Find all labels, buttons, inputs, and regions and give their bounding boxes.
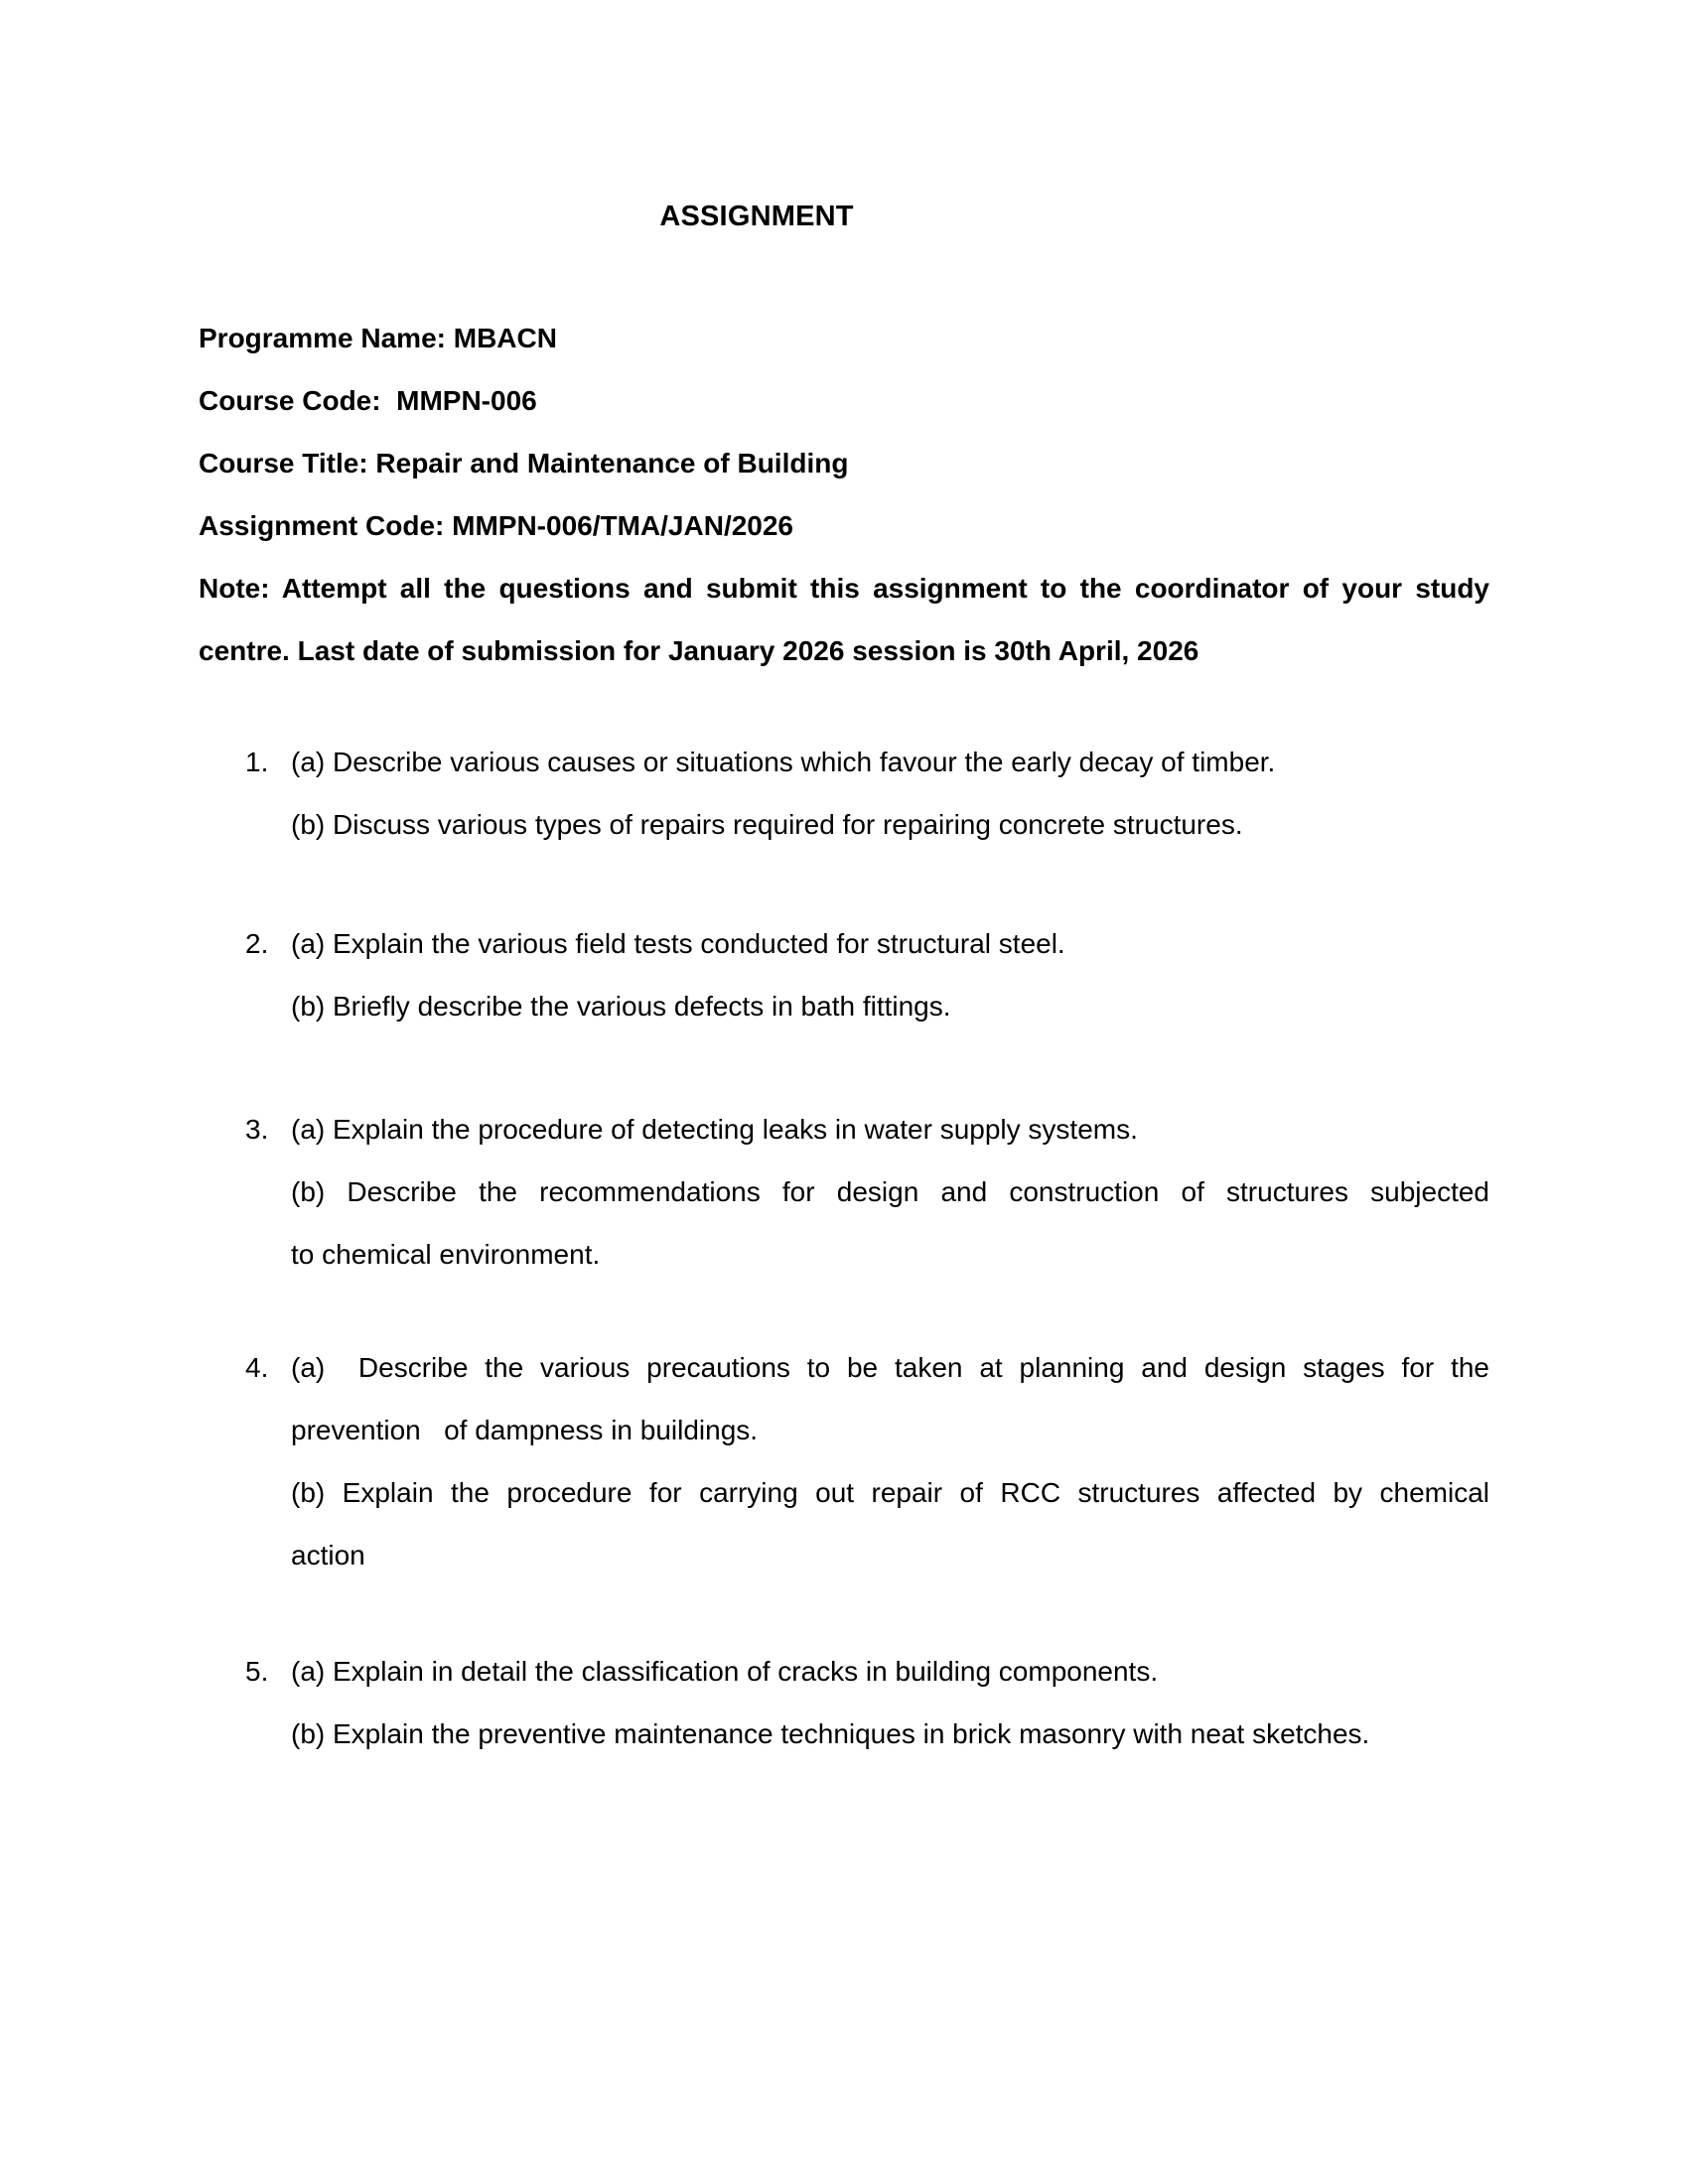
- question-4-number: 4.: [245, 1352, 269, 1383]
- assignment-code-line: Assignment Code: MMPN-006/TMA/JAN/2026: [199, 510, 794, 541]
- question-4-line-b-continued: action: [291, 1540, 365, 1570]
- question-4: [199, 1336, 1489, 1586]
- question-1-number: 1.: [245, 747, 269, 777]
- course-title-line: Course Title: Repair and Maintenance of Building: [199, 448, 849, 478]
- questions-list: [199, 731, 1489, 1765]
- question-2-line-a: (a) Explain the various field tests conducted for structural steel.: [291, 928, 1065, 959]
- question-1-line-a: (a) Describe various causes or situations which favour the early decay of timber.: [291, 747, 1276, 777]
- note-line-2: centre. Last date of submission for January 2026 session is 30th April, 2026: [199, 635, 1199, 666]
- question-3-number: 3.: [245, 1114, 269, 1145]
- question-2-number: 2.: [245, 928, 269, 959]
- course-code-line: Course Code: MMPN-006: [199, 385, 537, 416]
- programme-name-line: Programme Name: MBACN: [199, 323, 557, 353]
- question-3-line-b: (b) Describe the recommendations for design and construction of structures subjected: [291, 1176, 1489, 1207]
- question-3-line-b-continued: to chemical environment.: [291, 1239, 601, 1270]
- question-4-line-a-continued: prevention of dampness in buildings.: [291, 1415, 759, 1445]
- question-2-line-b: (b) Briefly describe the various defects in bath fittings.: [291, 991, 951, 1022]
- question-1: [199, 731, 1489, 856]
- document-title: ASSIGNMENT: [659, 201, 854, 232]
- question-5-line-b: (b) Explain the preventive maintenance techniques in brick masonry with neat sketches.: [291, 1718, 1370, 1749]
- question-1-line-b: (b) Discuss various types of repairs required for repairing concrete structures.: [291, 809, 1243, 840]
- document-meta-block: [199, 307, 1489, 682]
- question-5-line-a: (a) Explain in detail the classification of cracks in building components.: [291, 1656, 1159, 1687]
- question-3-line-a: (a) Explain the procedure of detecting leaks in water supply systems.: [291, 1114, 1138, 1145]
- question-2: [199, 912, 1489, 1037]
- question-5: [199, 1640, 1489, 1765]
- question-4-line-a: (a) Describe the various precautions to be taken at planning and design stages for the: [291, 1352, 1489, 1383]
- question-3: [199, 1098, 1489, 1286]
- question-5-number: 5.: [245, 1656, 269, 1687]
- question-4-line-b: (b) Explain the procedure for carrying out repair of RCC structures affected by chemical: [291, 1477, 1489, 1508]
- note-line-1: Note: Attempt all the questions and submit this assignment to the coordinator of your study: [199, 573, 1489, 604]
